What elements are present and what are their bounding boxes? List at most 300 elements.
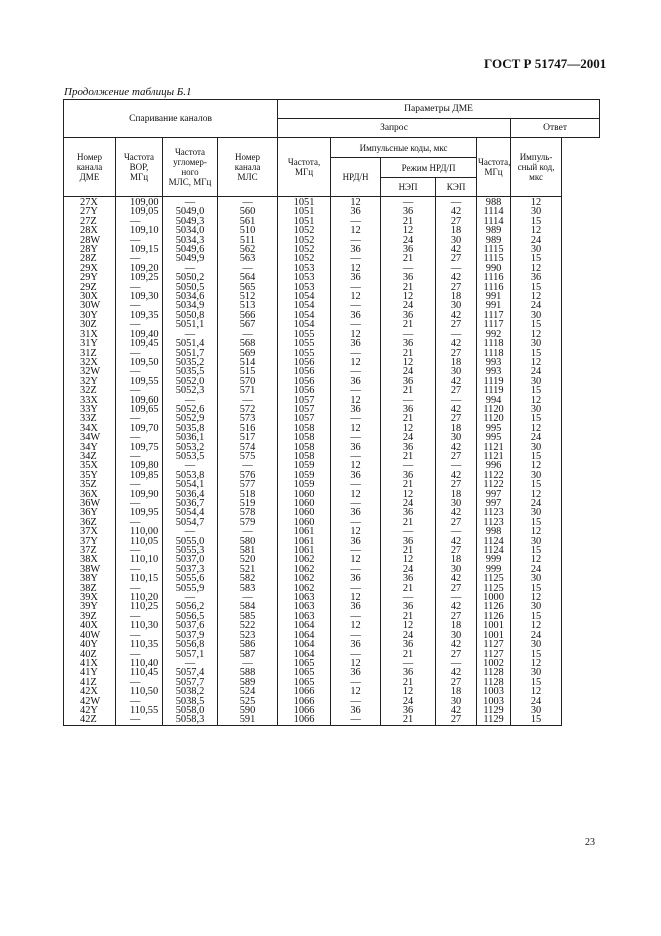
kep-code-cell: 42 <box>436 273 477 282</box>
dme-channel-cell: 30Z <box>64 320 116 329</box>
table-row <box>64 706 600 715</box>
answer-pulse-code-cell: 30 <box>511 207 562 216</box>
vor-frequency-cell: 109,50 <box>116 358 163 367</box>
kep-code-cell: 42 <box>436 443 477 452</box>
nep-code-cell: 24 <box>381 367 436 376</box>
vor-frequency-cell: 109,05 <box>116 207 163 216</box>
answer-frequency-cell: 1120 <box>477 414 511 423</box>
table-row <box>64 226 600 235</box>
vor-frequency-cell: — <box>116 217 163 226</box>
kep-code-cell: 27 <box>436 452 477 461</box>
vor-frequency-cell: 110,55 <box>116 706 163 715</box>
nrd-n-code-cell: 36 <box>331 273 381 282</box>
mls-channel-header: Номер канала МЛС <box>218 138 278 197</box>
dme-channel-cell: 37X <box>64 527 116 536</box>
vor-frequency-cell: — <box>116 283 163 292</box>
mls-angle-frequency-cell: 5051,7 <box>163 349 218 358</box>
nrd-n-code-cell: 12 <box>331 197 381 208</box>
nrd-n-code-cell: — <box>331 565 381 574</box>
mls-channel-cell: 568 <box>218 339 278 348</box>
mls-angle-frequency-cell: 5055,6 <box>163 574 218 583</box>
vor-frequency-cell: 109,25 <box>116 273 163 282</box>
request-frequency-cell: 1053 <box>278 273 331 282</box>
nrd-n-code-cell: 12 <box>331 264 381 273</box>
answer-pulse-code-cell: 12 <box>511 687 562 696</box>
answer-header: Ответ <box>511 119 600 138</box>
request-frequency-cell: 1061 <box>278 546 331 555</box>
mls-angle-frequency-cell: 5050,5 <box>163 283 218 292</box>
nep-code-cell: 21 <box>381 518 436 527</box>
nrd-n-code-cell: 36 <box>331 640 381 649</box>
table-header <box>64 100 600 197</box>
table-row <box>64 480 600 489</box>
table-row <box>64 490 600 499</box>
answer-pulse-code-cell: 30 <box>511 706 562 715</box>
request-frequency-cell: 1063 <box>278 612 331 621</box>
mls-channel-cell: 561 <box>218 217 278 226</box>
kep-code-cell: 18 <box>436 555 477 564</box>
mls-channel-cell: 510 <box>218 226 278 235</box>
table-row <box>64 339 600 348</box>
kep-code-cell: 18 <box>436 226 477 235</box>
nep-code-cell: 21 <box>381 546 436 555</box>
dme-channel-header: Номер канала ДМЕ <box>64 138 116 197</box>
table-row <box>64 320 600 329</box>
vor-frequency-cell: — <box>116 386 163 395</box>
pulse-codes-header: Импульсные коды, мкс <box>331 138 477 158</box>
dme-channel-cell: 34W <box>64 433 116 442</box>
request-frequency-cell: 1051 <box>278 197 331 208</box>
dme-channel-cell: 37Z <box>64 546 116 555</box>
mls-angle-frequency-cell: — <box>163 527 218 536</box>
mls-angle-frequency-cell: 5035,5 <box>163 367 218 376</box>
answer-pulse-code-cell: 12 <box>511 593 562 602</box>
table-row <box>64 565 600 574</box>
table-row <box>64 499 600 508</box>
nrd-n-code-cell: — <box>331 631 381 640</box>
request-frequency-cell: 1061 <box>278 527 331 536</box>
dme-channel-cell: 38Z <box>64 584 116 593</box>
kep-code-cell: 27 <box>436 386 477 395</box>
answer-frequency-cell: 994 <box>477 396 511 405</box>
answer-frequency-cell: 1118 <box>477 339 511 348</box>
mls-channel-cell: 569 <box>218 349 278 358</box>
nrd-n-code-cell: — <box>331 236 381 245</box>
dme-channel-cell: 42Z <box>64 715 116 725</box>
request-frequency-cell: 1062 <box>278 584 331 593</box>
table-row <box>64 687 600 696</box>
answer-pulse-code-header: Импуль- сный код, мкс <box>511 138 562 197</box>
answer-pulse-code-cell: 12 <box>511 424 562 433</box>
answer-pulse-code-cell: 12 <box>511 490 562 499</box>
nrd-n-code-cell: 12 <box>331 659 381 668</box>
answer-pulse-code-cell: 30 <box>511 339 562 348</box>
kep-code-cell: — <box>436 264 477 273</box>
dme-channel-cell: 39Z <box>64 612 116 621</box>
table-row <box>64 678 600 687</box>
answer-frequency-cell: 1126 <box>477 602 511 611</box>
mls-angle-frequency-cell: — <box>163 659 218 668</box>
answer-pulse-code-cell: 24 <box>511 631 562 640</box>
kep-code-cell: 27 <box>436 349 477 358</box>
request-frequency-cell: 1057 <box>278 414 331 423</box>
answer-frequency-cell: 1129 <box>477 715 511 725</box>
kep-code-cell: 30 <box>436 433 477 442</box>
vor-frequency-cell: 109,00 <box>116 197 163 208</box>
nep-code-cell: — <box>381 330 436 339</box>
dme-channel-cell: 35X <box>64 461 116 470</box>
mls-channel-cell: 575 <box>218 452 278 461</box>
vor-frequency-cell: — <box>116 254 163 263</box>
table-row <box>64 471 600 480</box>
answer-frequency-cell: 1123 <box>477 508 511 517</box>
vor-frequency-cell: — <box>116 320 163 329</box>
nep-code-cell: 24 <box>381 697 436 706</box>
dme-channel-cell: 32Z <box>64 386 116 395</box>
answer-pulse-code-cell: 15 <box>511 518 562 527</box>
mls-channel-cell: 566 <box>218 311 278 320</box>
request-frequency-cell: 1057 <box>278 405 331 414</box>
answer-pulse-code-cell: 24 <box>511 301 562 310</box>
kep-code-cell: 42 <box>436 339 477 348</box>
page-number: 23 <box>585 837 595 848</box>
mls-angle-frequency-cell: 5049,9 <box>163 254 218 263</box>
dme-channel-cell: 38W <box>64 565 116 574</box>
mls-angle-frequency-cell: 5050,8 <box>163 311 218 320</box>
table-row <box>64 537 600 546</box>
vor-frequency-cell: 109,90 <box>116 490 163 499</box>
answer-pulse-code-cell: 15 <box>511 254 562 263</box>
answer-frequency-cell: 1120 <box>477 405 511 414</box>
nep-code-cell: 36 <box>381 377 436 386</box>
answer-frequency-cell: 989 <box>477 236 511 245</box>
mls-channel-cell: 577 <box>218 480 278 489</box>
nrd-n-code-cell: 12 <box>331 555 381 564</box>
nep-code-cell: 36 <box>381 207 436 216</box>
dme-channel-cell: 41X <box>64 659 116 668</box>
mls-angle-frequency-cell: 5055,3 <box>163 546 218 555</box>
answer-frequency-cell: 1126 <box>477 612 511 621</box>
answer-frequency-cell: 1118 <box>477 349 511 358</box>
answer-pulse-code-cell: 15 <box>511 283 562 292</box>
mls-channel-cell: 519 <box>218 499 278 508</box>
answer-frequency-cell: 1124 <box>477 537 511 546</box>
answer-frequency-cell: 1125 <box>477 574 511 583</box>
mls-angle-frequency-cell: 5052,6 <box>163 405 218 414</box>
vor-frequency-cell: 109,30 <box>116 292 163 301</box>
nrd-n-code-cell: 36 <box>331 207 381 216</box>
mls-channel-cell: 512 <box>218 292 278 301</box>
dme-channel-cell: 38X <box>64 555 116 564</box>
table-row <box>64 555 600 564</box>
nep-code-cell: 36 <box>381 339 436 348</box>
nrd-n-code-cell: 36 <box>331 377 381 386</box>
kep-code-cell: 18 <box>436 687 477 696</box>
dme-channel-cell: 36X <box>64 490 116 499</box>
answer-frequency-cell: 1002 <box>477 659 511 668</box>
answer-pulse-code-cell: 24 <box>511 367 562 376</box>
mls-angle-frequency-cell: 5057,7 <box>163 678 218 687</box>
answer-pulse-code-cell: 30 <box>511 640 562 649</box>
vor-frequency-cell: — <box>116 367 163 376</box>
nrd-n-code-cell: 12 <box>331 687 381 696</box>
dme-channel-cell: 41Y <box>64 668 116 677</box>
mls-channel-cell: 591 <box>218 715 278 725</box>
mls-angle-frequency-cell: 5049,6 <box>163 245 218 254</box>
nep-code-cell: 24 <box>381 433 436 442</box>
vor-frequency-cell: 110,20 <box>116 593 163 602</box>
vor-frequency-cell: — <box>116 584 163 593</box>
answer-pulse-code-cell: 12 <box>511 226 562 235</box>
answer-frequency-cell: 998 <box>477 527 511 536</box>
mls-channel-cell: 522 <box>218 621 278 630</box>
request-frequency-cell: 1055 <box>278 330 331 339</box>
kep-code-cell: 30 <box>436 499 477 508</box>
mls-angle-frequency-cell: 5034,3 <box>163 236 218 245</box>
mls-angle-frequency-cell: 5038,5 <box>163 697 218 706</box>
vor-frequency-cell: — <box>116 518 163 527</box>
request-frequency-cell: 1066 <box>278 706 331 715</box>
nep-code-cell: 21 <box>381 283 436 292</box>
mls-angle-frequency-cell: 5037,0 <box>163 555 218 564</box>
request-frequency-cell: 1066 <box>278 687 331 696</box>
answer-pulse-code-cell: 24 <box>511 565 562 574</box>
answer-pulse-code-cell: 24 <box>511 697 562 706</box>
answer-frequency-cell: 995 <box>477 433 511 442</box>
answer-pulse-code-cell: 24 <box>511 499 562 508</box>
dme-channel-cell: 30W <box>64 301 116 310</box>
nrd-n-code-cell: — <box>331 584 381 593</box>
mls-angle-frequency-cell: 5053,5 <box>163 452 218 461</box>
kep-code-cell: 30 <box>436 301 477 310</box>
nep-code-cell: 36 <box>381 668 436 677</box>
table-row <box>64 546 600 555</box>
nep-code-cell: 24 <box>381 236 436 245</box>
mls-channel-cell: 584 <box>218 602 278 611</box>
answer-pulse-code-cell: 15 <box>511 650 562 659</box>
answer-frequency-cell: 997 <box>477 490 511 499</box>
nrd-n-code-cell: 36 <box>331 245 381 254</box>
answer-frequency-cell: 1114 <box>477 207 511 216</box>
nep-code-cell: 24 <box>381 565 436 574</box>
kep-code-cell: 18 <box>436 424 477 433</box>
kep-code-cell: 27 <box>436 612 477 621</box>
answer-frequency-cell: 1001 <box>477 631 511 640</box>
vor-frequency-cell: 109,55 <box>116 377 163 386</box>
vor-frequency-cell: — <box>116 433 163 442</box>
vor-frequency-cell: 109,15 <box>116 245 163 254</box>
mls-channel-cell: 520 <box>218 555 278 564</box>
dme-channel-cell: 42W <box>64 697 116 706</box>
nrd-n-code-cell: 12 <box>331 292 381 301</box>
nep-code-cell: 21 <box>381 414 436 423</box>
nep-code-cell: 36 <box>381 706 436 715</box>
nrd-p-mode-header: Режим НРД/П <box>381 158 477 178</box>
dme-channel-cell: 35Y <box>64 471 116 480</box>
mls-angle-frequency-cell: 5037,3 <box>163 565 218 574</box>
vor-frequency-cell: 109,20 <box>116 264 163 273</box>
dme-channel-cell: 31Z <box>64 349 116 358</box>
kep-code-cell: 42 <box>436 377 477 386</box>
kep-code-cell: 42 <box>436 537 477 546</box>
table-row <box>64 217 600 226</box>
vor-frequency-cell: 109,75 <box>116 443 163 452</box>
nrd-n-code-cell: — <box>331 715 381 725</box>
mls-angle-frequency-cell: 5049,3 <box>163 217 218 226</box>
nrd-n-code-cell: 36 <box>331 405 381 414</box>
answer-pulse-code-cell: 15 <box>511 678 562 687</box>
request-frequency-cell: 1056 <box>278 386 331 395</box>
nep-code-cell: 36 <box>381 443 436 452</box>
request-frequency-cell: 1053 <box>278 283 331 292</box>
mls-channel-cell: — <box>218 396 278 405</box>
nrd-n-code-cell: 36 <box>331 339 381 348</box>
vor-frequency-cell: 110,25 <box>116 602 163 611</box>
nrd-n-code-cell: — <box>331 301 381 310</box>
mls-channel-cell: 572 <box>218 405 278 414</box>
nep-code-cell: 36 <box>381 311 436 320</box>
kep-code-cell: 27 <box>436 283 477 292</box>
table-row <box>64 715 600 725</box>
nep-code-cell: 12 <box>381 490 436 499</box>
request-frequency-cell: 1064 <box>278 640 331 649</box>
mls-channel-cell: — <box>218 330 278 339</box>
answer-frequency-cell: 1121 <box>477 443 511 452</box>
answer-pulse-code-cell: 30 <box>511 602 562 611</box>
answer-pulse-code-cell: 15 <box>511 584 562 593</box>
dme-channel-cell: 28Z <box>64 254 116 263</box>
vor-frequency-cell: 110,50 <box>116 687 163 696</box>
request-frequency-cell: 1061 <box>278 537 331 546</box>
answer-pulse-code-cell: 30 <box>511 537 562 546</box>
mls-channel-cell: 583 <box>218 584 278 593</box>
mls-channel-cell: 580 <box>218 537 278 546</box>
vor-frequency-cell: — <box>116 650 163 659</box>
request-frequency-cell: 1065 <box>278 668 331 677</box>
mls-angle-frequency-cell: 5038,2 <box>163 687 218 696</box>
dme-params-header: Параметры ДМЕ <box>278 100 600 119</box>
vor-frequency-cell: 109,60 <box>116 396 163 405</box>
mls-angle-frequency-cell: — <box>163 593 218 602</box>
answer-frequency-cell: 993 <box>477 358 511 367</box>
nep-code-cell: 36 <box>381 471 436 480</box>
request-frequency-cell: 1065 <box>278 678 331 687</box>
table-row <box>64 197 600 208</box>
request-frequency-cell: 1058 <box>278 443 331 452</box>
answer-frequency-cell: 1128 <box>477 668 511 677</box>
dme-channel-cell: 29X <box>64 264 116 273</box>
mls-angle-frequency-cell: 5052,0 <box>163 377 218 386</box>
answer-frequency-cell: 1122 <box>477 471 511 480</box>
nrd-n-code-cell: 12 <box>331 358 381 367</box>
mls-channel-cell: 517 <box>218 433 278 442</box>
kep-code-cell: 42 <box>436 706 477 715</box>
request-frequency-cell: 1060 <box>278 490 331 499</box>
mls-channel-cell: 587 <box>218 650 278 659</box>
answer-pulse-code-cell: 12 <box>511 292 562 301</box>
nrd-n-code-cell: — <box>331 480 381 489</box>
dme-channel-cell: 40X <box>64 621 116 630</box>
nrd-n-code-cell: — <box>331 367 381 376</box>
nep-code-cell: 36 <box>381 602 436 611</box>
nep-code-cell: 36 <box>381 245 436 254</box>
answer-frequency-cell: 1129 <box>477 706 511 715</box>
mls-angle-frequency-cell: 5054,7 <box>163 518 218 527</box>
request-frequency-cell: 1059 <box>278 480 331 489</box>
nrd-n-code-cell: 12 <box>331 461 381 470</box>
answer-pulse-code-cell: 12 <box>511 264 562 273</box>
vor-frequency-cell: — <box>116 565 163 574</box>
mls-channel-cell: 589 <box>218 678 278 687</box>
dme-channel-cell: 34Y <box>64 443 116 452</box>
answer-pulse-code-cell: 30 <box>511 668 562 677</box>
answer-pulse-code-cell: 24 <box>511 433 562 442</box>
table-row <box>64 424 600 433</box>
table-continuation-caption: Продолжение таблицы Б.1 <box>64 86 192 98</box>
dme-channel-cell: 40Z <box>64 650 116 659</box>
nep-code-cell: 21 <box>381 217 436 226</box>
mls-channel-cell: 562 <box>218 245 278 254</box>
mls-channel-cell: — <box>218 461 278 470</box>
nrd-n-code-cell: — <box>331 650 381 659</box>
request-frequency-cell: 1052 <box>278 226 331 235</box>
request-frequency-cell: 1051 <box>278 217 331 226</box>
kep-code-cell: 42 <box>436 245 477 254</box>
kep-code-cell: 30 <box>436 367 477 376</box>
dme-channel-cell: 39Y <box>64 602 116 611</box>
vor-frequency-cell: 109,85 <box>116 471 163 480</box>
vor-frequency-cell: 110,05 <box>116 537 163 546</box>
kep-header: КЭП <box>436 178 477 197</box>
answer-frequency-cell: 988 <box>477 197 511 208</box>
request-frequency-cell: 1058 <box>278 433 331 442</box>
mls-channel-cell: — <box>218 659 278 668</box>
kep-code-cell: 42 <box>436 311 477 320</box>
answer-frequency-cell: 1114 <box>477 217 511 226</box>
table-row <box>64 697 600 706</box>
answer-frequency-cell: 991 <box>477 292 511 301</box>
nep-code-cell: 12 <box>381 292 436 301</box>
vor-frequency-cell: — <box>116 414 163 423</box>
answer-pulse-code-cell: 15 <box>511 217 562 226</box>
request-frequency-cell: 1052 <box>278 236 331 245</box>
mls-angle-frequency-cell: 5034,9 <box>163 301 218 310</box>
dme-channel-cell: 40W <box>64 631 116 640</box>
nrd-n-code-cell: — <box>331 452 381 461</box>
answer-pulse-code-cell: 15 <box>511 546 562 555</box>
answer-frequency-cell: 1119 <box>477 377 511 386</box>
dme-channel-cell: 32W <box>64 367 116 376</box>
request-frequency-cell: 1062 <box>278 555 331 564</box>
answer-pulse-code-cell: 12 <box>511 555 562 564</box>
answer-frequency-cell: 990 <box>477 264 511 273</box>
kep-code-cell: — <box>436 593 477 602</box>
nep-code-cell: 21 <box>381 715 436 725</box>
dme-channel-cell: 27Y <box>64 207 116 216</box>
vor-frequency-cell: 109,65 <box>116 405 163 414</box>
dme-channel-cell: 41Z <box>64 678 116 687</box>
request-frequency-cell: 1060 <box>278 499 331 508</box>
kep-code-cell: — <box>436 461 477 470</box>
answer-frequency-cell: 1000 <box>477 593 511 602</box>
table-row <box>64 414 600 423</box>
mls-angle-frequency-cell: 5058,3 <box>163 715 218 725</box>
mls-channel-cell: — <box>218 197 278 208</box>
vor-frequency-cell: 110,15 <box>116 574 163 583</box>
nep-code-cell: — <box>381 659 436 668</box>
table-row <box>64 584 600 593</box>
nep-code-cell: 12 <box>381 358 436 367</box>
